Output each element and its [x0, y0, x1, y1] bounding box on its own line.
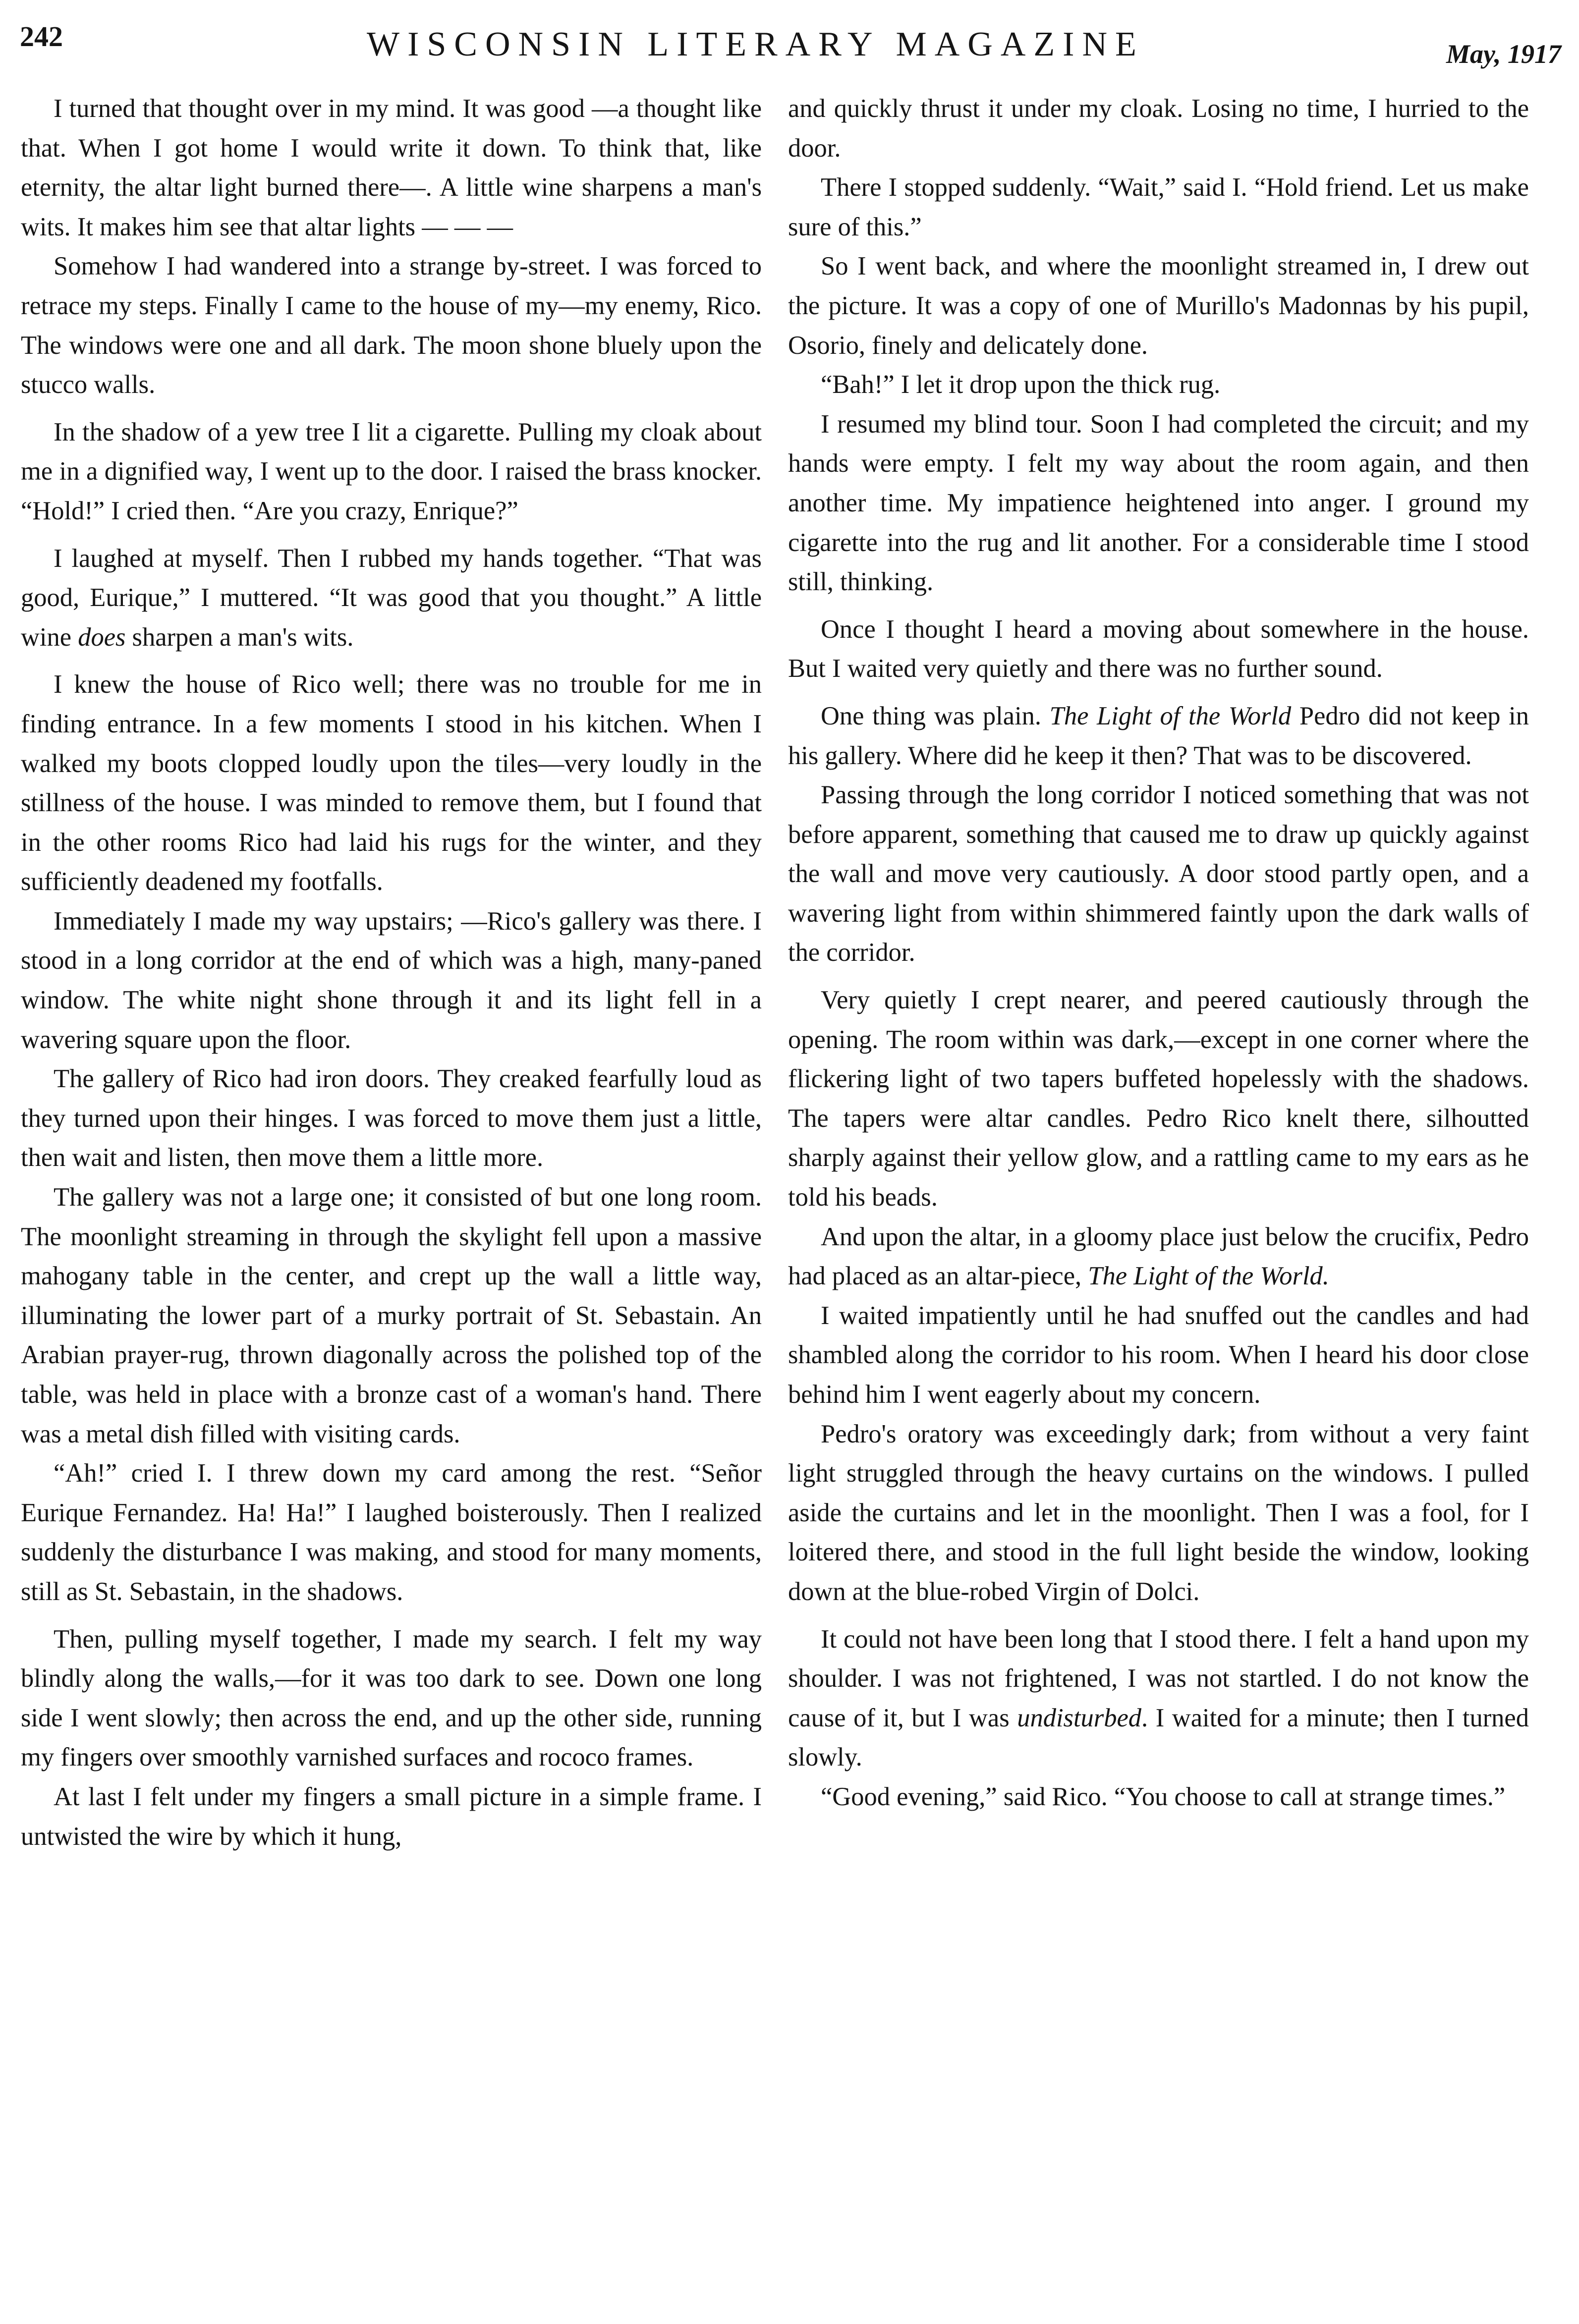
paragraph: In the shadow of a yew tree I lit a cigarette. Pulling my cloak about me in a dignified way, I went up to the door. I raised the brass knocker. “Hold!” I cried then. “Are you crazy, Enrique?” [21, 417, 762, 525]
paragraph: One thing was plain. The Light of the World Pedro did not keep in his gallery. Where did he keep it then? That was to be discovered. [788, 701, 1529, 770]
paragraph: Once I thought I heard a moving about somewhere in the house. But I waited very quietly and there was no further sound. [788, 614, 1529, 683]
left-column [21, 89, 762, 2309]
paragraph: Passing through the long corridor I noticed something that was not before apparent, something that caused me to draw up quickly against the wall and move very cautiously. A door stood partly open, and a wavering light from within shimmered faintly upon the dark walls of the corridor. [788, 780, 1529, 967]
paragraph: I laughed at myself. Then I rubbed my hands together. “That was good, Eurique,” I muttered. “It was good that you thought.” A little wine does sharpen a man's wits. [21, 544, 762, 652]
paragraph: So I went back, and where the moonlight streamed in, I drew out the picture. It was a copy of one of Murillo's Madonnas by his pupil, Osorio, finely and delicately done. [788, 252, 1529, 360]
paragraph: and quickly thrust it under my cloak. Losing no time, I hurried to the door. [788, 94, 1529, 163]
paragraph: I turned that thought over in my mind. It was good —a thought like that. When I got home I would write it down. To think that, like eternity, the altar light burned there—. A little wine sharpens a man's wits. It makes him see that altar lights — — — [21, 94, 762, 241]
right-column [788, 89, 1529, 2309]
paragraph: “Good evening,” said Rico. “You choose to call at strange times.” [821, 1782, 1506, 1811]
paragraph: There I stopped suddenly. “Wait,” said I. “Hold friend. Let us make sure of this.” [788, 173, 1529, 241]
paragraph: Immediately I made my way upstairs; —Rico's gallery was there. I stood in a long corridor at the end of which was a high, many-paned window. The white night shone through it and its light fell in a wavering square upon the floor. [21, 906, 762, 1054]
paragraph: The gallery was not a large one; it consisted of but one long room. The moonlight streaming in through the skylight fell upon a massive mahogany table in the center, and crept up the wall a little way, illuminating the lower part of a murky portrait of St. Sebastain. An Arabian prayer-rug, thrown diagonally across the polished top of the table, was held in place with a bronze cast of a woman's hand. There was a metal dish filled with visiting cards. [21, 1183, 762, 1448]
emphasis-text: undisturbed [1017, 1703, 1142, 1732]
page-header [20, 20, 1561, 74]
emphasis-text: The Light of the World [1049, 701, 1292, 730]
paragraph: Pedro's oratory was exceedingly dark; from without a very faint light struggled through the heavy curtains on the windows. I pulled aside the curtains and let in the moonlight. Then I was a fool, for I loitered there, and stood in the full light beside the window, looking down at the blue-robed Virgin of Dolci. [788, 1419, 1529, 1606]
paragraph: “Ah!” cried I. I threw down my card among the rest. “Señor Eurique Fernandez. Ha! Ha!” I laughed boisterously. Then I realized suddenly the disturbance I was making, and stood for many moments, still as St. Sebastain, in the shadows. [21, 1459, 762, 1606]
paragraph: Then, pulling myself together, I made my search. I felt my way blindly along the walls,—for it was too dark to see. Down one long side I went slowly; then across the end, and up the other side, running my fingers over smoothly varnished surfaces and rococo frames. [21, 1624, 762, 1772]
emphasis-text: The Light of the World. [1088, 1262, 1329, 1291]
paragraph: At last I felt under my fingers a small picture in a simple frame. I untwisted the wire by which it hung, [21, 1782, 762, 1851]
paragraph: And upon the altar, in a gloomy place just below the crucifix, Pedro had placed as an altar-piece, The Light of the World. [788, 1222, 1529, 1291]
paragraph: It could not have been long that I stood there. I felt a hand upon my shoulder. I was not frightened, I was not startled. I do not know the cause of it, but I was undisturbed. I waited for a minute; then I turned slowly. [788, 1624, 1529, 1772]
magazine-title: WISCONSIN LITERARY MAGAZINE [367, 25, 1144, 63]
paragraph: “Bah!” I let it drop upon the thick rug. [821, 370, 1221, 399]
paragraph: I resumed my blind tour. Soon I had completed the circuit; and my hands were empty. I felt my way about the room again, and then another time. My impatience heightened into anger. I ground my cigarette into the rug and lit another. For a considerable time I stood still, thinking. [788, 409, 1529, 597]
page-number: 242 [20, 20, 63, 53]
emphasis-text: does [78, 622, 126, 652]
paragraph: Somehow I had wandered into a strange by-street. I was forced to retrace my steps. Finally I came to the house of my—my enemy, Rico. The windows were one and all dark. The moon shone bluely upon the stucco walls. [21, 252, 762, 399]
paragraph: The gallery of Rico had iron doors. They creaked fearfully loud as they turned upon their hinges. I was forced to move them just a little, then wait and listen, then move them a little more. [21, 1064, 762, 1172]
paragraph: I waited impatiently until he had snuffed out the candles and had shambled along the corridor to his room. When I heard his door close behind him I went eagerly about my concern. [788, 1301, 1529, 1409]
paragraph: I knew the house of Rico well; there was no trouble for me in finding entrance. In a few moments I stood in his kitchen. When I walked my boots clopped loudly upon the tiles—very loudly in the stillness of the house. I was minded to remove them, but I found that in the other rooms Rico had laid his rugs for the winter, and they sufficiently deadened my footfalls. [21, 670, 762, 896]
paragraph: Very quietly I crept nearer, and peered cautiously through the opening. The room within was dark,—except in one corner where the flickering light of two tapers buffeted hopelessly with the shadows. The tapers were altar candles. Pedro Rico knelt there, silhoutted sharply against their yellow glow, and a rattling came to my ears as he told his beads. [788, 986, 1529, 1212]
issue-date: May, 1917 [1446, 39, 1561, 69]
